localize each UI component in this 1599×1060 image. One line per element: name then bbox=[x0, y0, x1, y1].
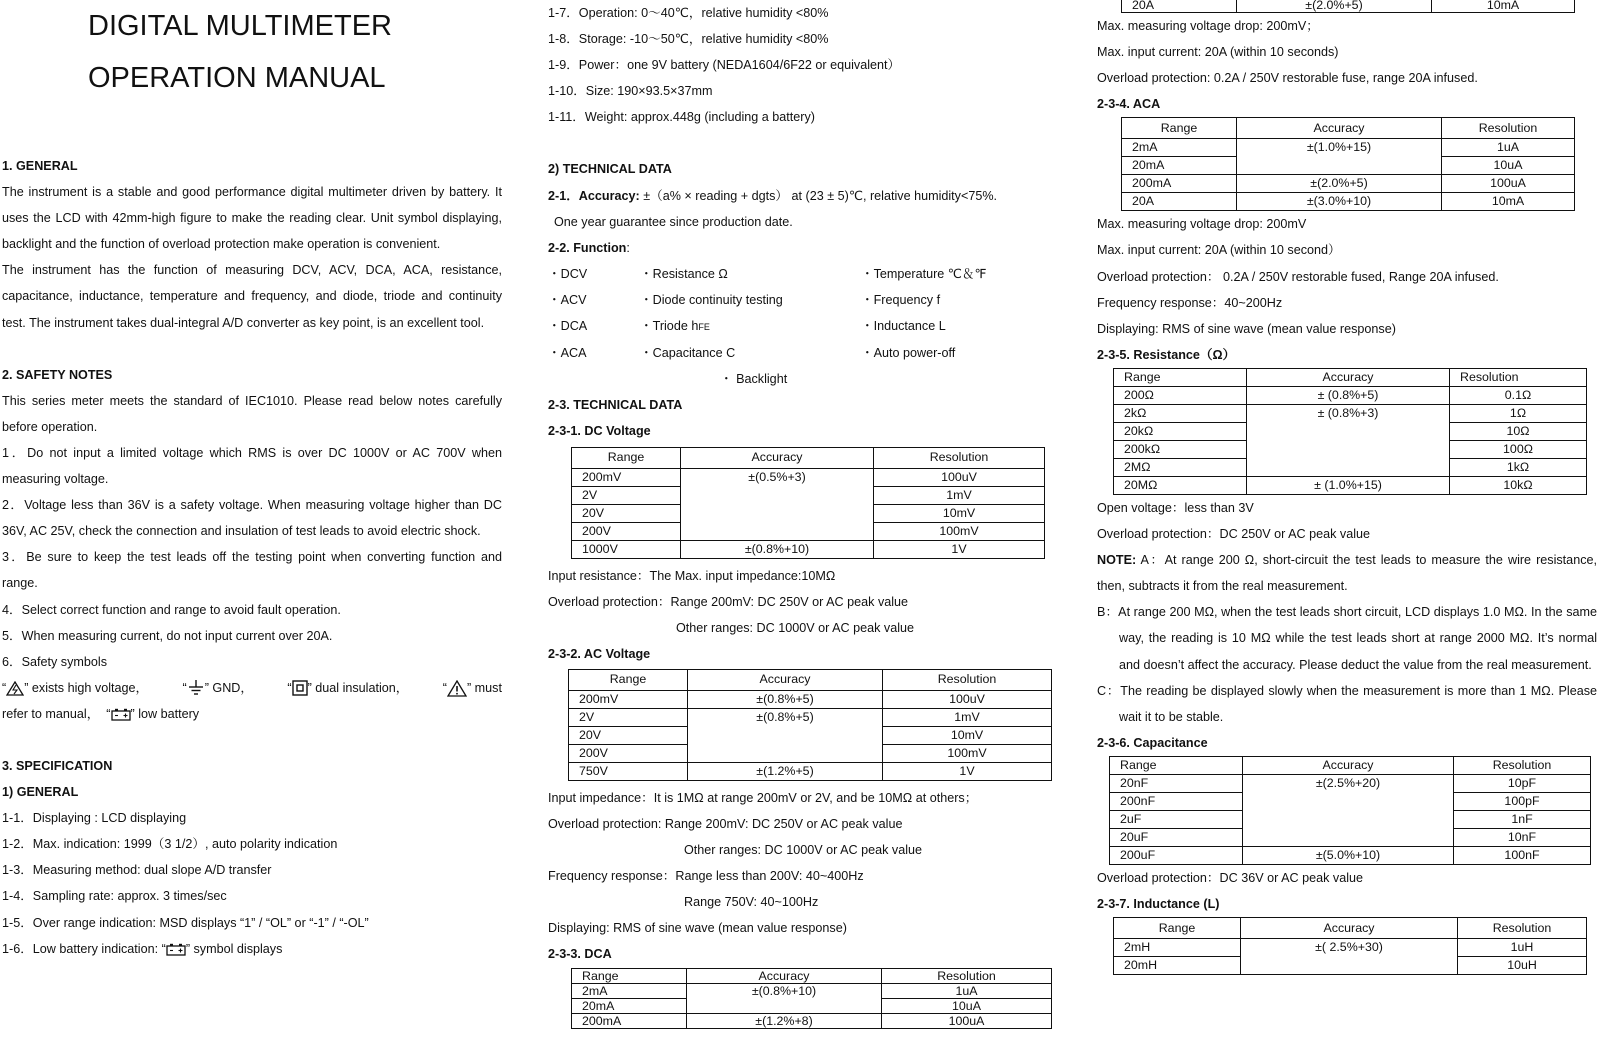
table-cell: ±(0.8%+5) bbox=[688, 690, 883, 708]
table-cell: Resolution bbox=[1442, 118, 1575, 139]
dcv-note-1: Input resistance：The Max. input impedance:10MΩ bbox=[548, 568, 836, 583]
res-note-1: Open voltage：less than 3V bbox=[1097, 500, 1254, 515]
table-cell: 100uA bbox=[1442, 175, 1575, 193]
table-row bbox=[572, 468, 1045, 486]
table-cell: 2V bbox=[569, 708, 688, 726]
safety-note-5: 5．When measuring current, do not input current over 20A. bbox=[2, 628, 333, 643]
safety-paragraph: This series meter meets the standard of IEC1010. Please read below notes carefully before operation. bbox=[2, 393, 502, 434]
spec-1-10: 1-10．Size: 190×93.5×37mm bbox=[548, 84, 713, 99]
table-cell: 100nF bbox=[1454, 846, 1591, 864]
table-cell: Resolution bbox=[882, 968, 1052, 983]
dca-note-2: Max. input current: 20A (within 10 seconds) bbox=[1097, 45, 1339, 60]
table-cell: 1kΩ bbox=[1450, 458, 1587, 476]
table-cell: ± (0.8%+3) bbox=[1247, 404, 1450, 476]
general-paragraph-1: The instrument is a stable and good performance digital multimeter driven by battery. It uses the LCD with 42mm-high figure to make the reading clear. Unit symbol displaying, backlight and the function of overload protection make operation is convenient. bbox=[2, 185, 502, 252]
table-header-row bbox=[1114, 368, 1587, 386]
table-cell: ±(0.8%+5) bbox=[688, 708, 883, 762]
function-item: ・Inductance L bbox=[861, 319, 946, 334]
table-cell: 200mV bbox=[569, 690, 688, 708]
table-cell: 2mA bbox=[1122, 139, 1237, 157]
column-2 bbox=[548, 0, 1058, 1029]
safety-note-1: 1．Do not input a limited voltage which RMS is over DC 1000V or AC 700V when measuring voltage. bbox=[2, 445, 502, 487]
function-item: ・Resistance Ω bbox=[640, 266, 728, 281]
title-block bbox=[2, 0, 502, 153]
safety-symbols-line: “ ” exists high voltage， “ ” GND， “ ” dual insulation， “ ” must bbox=[2, 675, 502, 701]
table-cell: 200uF bbox=[1110, 846, 1243, 864]
table-row bbox=[1114, 386, 1587, 404]
table-cell: 20A bbox=[1122, 193, 1237, 211]
table-cell: 10uA bbox=[882, 998, 1052, 1013]
table-header-row bbox=[1114, 918, 1587, 939]
table-row bbox=[1122, 139, 1575, 157]
technical-data-heading: 2) TECHNICAL DATA bbox=[548, 162, 672, 177]
capacitance-table bbox=[1109, 756, 1591, 865]
table-cell: 2MΩ bbox=[1114, 458, 1247, 476]
dc-voltage-table bbox=[571, 447, 1045, 559]
table-cell: 20V bbox=[572, 504, 681, 522]
function-item: ・DCV bbox=[548, 266, 588, 281]
acv-note-1: Input impedance：It is 1MΩ at range 200mV or 2V, and be 10MΩ at others； bbox=[548, 790, 978, 805]
caution-icon bbox=[447, 680, 467, 697]
res-note-b: B：At range 200 MΩ, when the test leads short circuit, LCD displays 1.0 MΩ. In the same way, the reading is 10 MΩ while the test leads short at range 2000 MΩ. It’s normal and doesn’t affect the accuracy. Please deduct the value from the real measurement. bbox=[1097, 605, 1597, 672]
function-item: ・Frequency f bbox=[861, 292, 941, 307]
dcv-note-2: Overload protection：Range 200mV: DC 250V or AC peak value bbox=[548, 594, 909, 609]
table-cell: 1mV bbox=[883, 708, 1052, 726]
function-list bbox=[548, 261, 1058, 366]
table-cell: 100mV bbox=[883, 744, 1052, 762]
capacitance-heading: 2-3-6. Capacitance bbox=[1097, 735, 1208, 750]
function-item: ・Auto power-off bbox=[861, 346, 956, 361]
table-cell: Accuracy bbox=[1247, 368, 1450, 386]
table-cell: 2V bbox=[572, 486, 681, 504]
table-cell: ±(0.8%+10) bbox=[687, 983, 882, 1013]
table-cell: ± (1.0%+15) bbox=[1247, 476, 1450, 494]
table-cell: Range bbox=[569, 669, 688, 690]
table-row bbox=[572, 540, 1045, 558]
table-cell: 100uA bbox=[882, 1013, 1052, 1028]
table-cell: 100uV bbox=[883, 690, 1052, 708]
table-cell: 200nF bbox=[1110, 792, 1243, 810]
spec-1-11: 1-11．Weight: approx.448g (including a battery) bbox=[548, 110, 815, 125]
inductance-heading: 2-3-7. Inductance (L) bbox=[1097, 896, 1220, 911]
table-row bbox=[572, 983, 1052, 998]
aca-note-4: Frequency response：40~200Hz bbox=[1097, 295, 1283, 310]
table-cell: Resolution bbox=[883, 669, 1052, 690]
inductance-table bbox=[1113, 917, 1587, 975]
spec-1-8: 1-8．Storage: -10～50℃，relative humidity <80% bbox=[548, 32, 829, 47]
table-cell: 10Ω bbox=[1450, 422, 1587, 440]
dcv-note-3: Other ranges: DC 1000V or AC peak value bbox=[676, 620, 915, 635]
table-cell: ±(1.2%+8) bbox=[687, 1013, 882, 1028]
table-cell: ±(0.8%+10) bbox=[681, 540, 874, 558]
tech-data-2-3-heading: 2-3. TECHNICAL DATA bbox=[548, 398, 683, 413]
safety-heading: 2. SAFETY NOTES bbox=[2, 367, 113, 382]
table-cell: 20MΩ bbox=[1114, 476, 1247, 494]
table-row bbox=[569, 690, 1052, 708]
table-cell: Range bbox=[572, 447, 681, 468]
table-cell: Range bbox=[1110, 756, 1243, 774]
ac-voltage-heading: 2-3-2. AC Voltage bbox=[548, 646, 651, 661]
dc-voltage-heading: 2-3-1. DC Voltage bbox=[548, 424, 651, 439]
table-cell: 100pF bbox=[1454, 792, 1591, 810]
manual-title-line-1: DIGITAL MULTIMETER bbox=[88, 10, 392, 42]
table-cell: 20A bbox=[1122, 0, 1237, 13]
resistance-table bbox=[1113, 368, 1587, 495]
spec-general-heading: 1) GENERAL bbox=[2, 785, 79, 800]
dca-note-1: Max. measuring voltage drop: 200mV； bbox=[1097, 19, 1319, 33]
table-cell: 100uV bbox=[874, 468, 1045, 486]
table-cell: 1mV bbox=[874, 486, 1045, 504]
acv-note-3: Other ranges: DC 1000V or AC peak value bbox=[684, 843, 923, 858]
table-cell: Accuracy bbox=[1243, 756, 1454, 774]
table-row bbox=[572, 1013, 1052, 1028]
low-battery-icon bbox=[111, 708, 131, 721]
function-item: ・Capacitance C bbox=[640, 346, 736, 361]
aca-note-3: Overload protection： 0.2A / 250V restorable fused, Range 20A infused. bbox=[1097, 269, 1499, 284]
table-header-row bbox=[1122, 118, 1575, 139]
spec-1-7: 1-7．Operation: 0～40℃，relative humidity <80% bbox=[548, 6, 829, 20]
general-heading: 1. GENERAL bbox=[2, 159, 78, 173]
ground-icon bbox=[187, 680, 205, 696]
dca-heading: 2-3-3. DCA bbox=[548, 947, 612, 962]
safety-note-2: 2．Voltage less than 36V is a safety voltage. When measuring voltage higher than DC 36V, AC 25V, check the connection and insulation of test leads to avoid electric shock. bbox=[2, 498, 502, 539]
table-cell: 20mH bbox=[1114, 957, 1241, 975]
table-cell: 1nF bbox=[1454, 810, 1591, 828]
table-row bbox=[1114, 939, 1587, 957]
spec-1-5: 1-5．Over range indication: MSD displays “1” / “OL” or “-1” / “-OL” bbox=[2, 915, 369, 930]
table-cell: 750V bbox=[569, 762, 688, 780]
table-row bbox=[1122, 0, 1575, 13]
table-cell: ±(2.0%+5) bbox=[1237, 175, 1442, 193]
low-battery-icon bbox=[166, 943, 186, 956]
table-cell: 100mV bbox=[874, 522, 1045, 540]
table-cell: 200V bbox=[572, 522, 681, 540]
table-cell: Accuracy bbox=[687, 968, 882, 983]
table-cell: 20mA bbox=[1122, 157, 1237, 175]
table-cell: Accuracy bbox=[1241, 918, 1458, 939]
table-cell: ±(3.0%+10) bbox=[1237, 193, 1442, 211]
table-cell: 20V bbox=[569, 726, 688, 744]
table-cell: 10uH bbox=[1458, 957, 1587, 975]
table-cell: 10mA bbox=[1442, 193, 1575, 211]
acv-note-5: Range 750V: 40~100Hz bbox=[684, 895, 819, 910]
table-cell: Range bbox=[1114, 368, 1247, 386]
column-1 bbox=[2, 0, 502, 962]
ac-voltage-table bbox=[568, 669, 1052, 781]
table-row bbox=[1114, 476, 1587, 494]
resistance-heading: 2-3-5. Resistance（Ω） bbox=[1097, 347, 1236, 362]
table-header-row bbox=[572, 968, 1052, 983]
table-cell: 1V bbox=[874, 540, 1045, 558]
function-item: ・Triode hFE bbox=[640, 319, 710, 334]
table-cell: 2kΩ bbox=[1114, 404, 1247, 422]
table-cell: 10mV bbox=[874, 504, 1045, 522]
table-row bbox=[1114, 404, 1587, 422]
table-row bbox=[569, 708, 1052, 726]
function-item: ・ACA bbox=[548, 346, 587, 361]
aca-heading: 2-3-4. ACA bbox=[1097, 97, 1161, 112]
table-cell: 200V bbox=[569, 744, 688, 762]
aca-table bbox=[1121, 117, 1575, 211]
table-header-row bbox=[572, 447, 1045, 468]
table-cell: 10pF bbox=[1454, 774, 1591, 792]
table-cell: 10uA bbox=[1442, 157, 1575, 175]
table-cell: ±(1.0%+15) bbox=[1237, 139, 1442, 175]
table-row bbox=[1110, 774, 1591, 792]
table-cell: ±(0.5%+3) bbox=[681, 468, 874, 540]
function-heading: 2-2. Function: bbox=[548, 240, 630, 255]
res-note-c: C：The reading be displayed slowly when the measurement is more than 1 MΩ. Please wait it to be stable. bbox=[1097, 683, 1597, 724]
table-cell: ±(2.5%+20) bbox=[1243, 774, 1454, 846]
table-cell: 0.1Ω bbox=[1450, 386, 1587, 404]
dca-table bbox=[571, 968, 1052, 1029]
spec-1-2: 1-2．Max. indication: 1999（3 1/2）, auto polarity indication bbox=[2, 837, 338, 852]
spec-1-1: 1-1．Displaying : LCD displaying bbox=[2, 811, 187, 826]
table-cell: 200mV bbox=[572, 468, 681, 486]
table-cell: 20nF bbox=[1110, 774, 1243, 792]
table-cell: Range bbox=[1122, 118, 1237, 139]
table-cell: 200mA bbox=[572, 1013, 687, 1028]
acv-note-4: Frequency response：Range less than 200V: 40~400Hz bbox=[548, 869, 864, 884]
column-3 bbox=[1097, 0, 1597, 975]
safety-note-4: 4．Select correct function and range to avoid fault operation. bbox=[2, 602, 341, 617]
table-cell: ±( 2.5%+30) bbox=[1241, 939, 1458, 975]
table-row bbox=[1110, 846, 1591, 864]
table-row bbox=[1122, 175, 1575, 193]
function-item: ・ACV bbox=[548, 292, 587, 307]
guarantee-line: One year guarantee since production date. bbox=[554, 214, 793, 229]
spec-1-9: 1-9．Power：one 9V battery (NEDA1604/6F22 or equivalent） bbox=[548, 58, 901, 73]
table-cell: 100Ω bbox=[1450, 440, 1587, 458]
function-item-backlight: ・ Backlight bbox=[720, 372, 788, 387]
spec-1-4: 1-4．Sampling rate: approx. 3 times/sec bbox=[2, 889, 227, 904]
safety-note-3: 3．Be sure to keep the test leads off the testing point when converting function and range. bbox=[2, 550, 502, 591]
table-cell: 10kΩ bbox=[1450, 476, 1587, 494]
aca-note-1: Max. measuring voltage drop: 200mV bbox=[1097, 217, 1307, 232]
table-cell: 200mA bbox=[1122, 175, 1237, 193]
acv-note-2: Overload protection: Range 200mV: DC 250V or AC peak value bbox=[548, 816, 903, 831]
acv-note-6: Displaying: RMS of sine wave (mean value response) bbox=[548, 921, 847, 936]
table-cell: 10mA bbox=[1432, 0, 1575, 13]
res-note-a: NOTE: A：At range 200 Ω, short-circuit the test leads to measure the wire resistance, then, subtracts it from the real measurement. bbox=[1097, 553, 1597, 594]
general-paragraph-2: The instrument has the function of measuring DCV, ACV, DCA, ACA, resistance, capacitance, inductance, temperature and frequency, and diode, triode and continuity test. The instrument takes dual-integral A/D converter as key point, is an excellent tool. bbox=[2, 263, 502, 330]
table-cell: 10mV bbox=[883, 726, 1052, 744]
accuracy-line: 2-1．Accuracy: ±（a% × reading + dgts） at (23 ± 5)℃, relative humidity<75%. bbox=[548, 188, 998, 203]
safety-note-6: 6．Safety symbols bbox=[2, 654, 107, 669]
table-cell: ± (0.8%+5) bbox=[1247, 386, 1450, 404]
table-cell: 200Ω bbox=[1114, 386, 1247, 404]
table-cell: ±(2.0%+5) bbox=[1237, 0, 1432, 13]
table-cell: Accuracy bbox=[1237, 118, 1442, 139]
table-cell: 20uF bbox=[1110, 828, 1243, 846]
specification-heading: 3. SPECIFICATION bbox=[2, 758, 113, 773]
table-cell: 2mA bbox=[572, 983, 687, 998]
table-row bbox=[1122, 193, 1575, 211]
function-item: ・Diode continuity testing bbox=[640, 292, 783, 307]
table-cell: 1Ω bbox=[1450, 404, 1587, 422]
dual-insulation-icon bbox=[292, 680, 308, 696]
table-cell: 1000V bbox=[572, 540, 681, 558]
function-item: ・DCA bbox=[548, 319, 588, 334]
aca-note-2: Max. input current: 20A (within 10 second） bbox=[1097, 243, 1341, 258]
table-cell: Resolution bbox=[874, 447, 1045, 468]
table-cell: 10nF bbox=[1454, 828, 1591, 846]
table-cell: Range bbox=[572, 968, 687, 983]
spec-1-6: 1-6．Low battery indication: “ ” symbol displays bbox=[2, 941, 283, 956]
res-note-2: Overload protection：DC 250V or AC peak value bbox=[1097, 527, 1371, 542]
table-cell: Accuracy bbox=[681, 447, 874, 468]
table-cell: 20mA bbox=[572, 998, 687, 1013]
table-header-row bbox=[1110, 756, 1591, 774]
cap-note-1: Overload protection：DC 36V or AC peak value bbox=[1097, 870, 1364, 885]
dca-note-3: Overload protection: 0.2A / 250V restorable fuse, range 20A infused. bbox=[1097, 71, 1478, 86]
table-cell: ±(5.0%+10) bbox=[1243, 846, 1454, 864]
table-cell: Accuracy bbox=[688, 669, 883, 690]
safety-symbols-line-2: refer to manual， “ ” low battery bbox=[2, 706, 200, 721]
table-header-row bbox=[569, 669, 1052, 690]
table-cell: 2uF bbox=[1110, 810, 1243, 828]
table-cell: ±(1.2%+5) bbox=[688, 762, 883, 780]
aca-note-5: Displaying: RMS of sine wave (mean value response) bbox=[1097, 321, 1396, 336]
table-cell: 1V bbox=[883, 762, 1052, 780]
table-cell: Resolution bbox=[1454, 756, 1591, 774]
table-cell: 2mH bbox=[1114, 939, 1241, 957]
table-cell: 200kΩ bbox=[1114, 440, 1247, 458]
manual-title-line-2: OPERATION MANUAL bbox=[88, 62, 386, 94]
table-cell: Range bbox=[1114, 918, 1241, 939]
table-cell: 1uA bbox=[1442, 139, 1575, 157]
table-cell: 1uH bbox=[1458, 939, 1587, 957]
table-row bbox=[569, 762, 1052, 780]
table-cell: 1uA bbox=[882, 983, 1052, 998]
dca-table-continued bbox=[1121, 0, 1575, 13]
table-cell: 20kΩ bbox=[1114, 422, 1247, 440]
high-voltage-warning-icon bbox=[6, 681, 24, 696]
function-item: ・Temperature ℃＆℉ bbox=[861, 266, 987, 281]
spec-1-3: 1-3．Measuring method: dual slope A/D transfer bbox=[2, 863, 272, 878]
table-cell: Resolution bbox=[1458, 918, 1587, 939]
table-cell: Resolution bbox=[1450, 368, 1587, 386]
